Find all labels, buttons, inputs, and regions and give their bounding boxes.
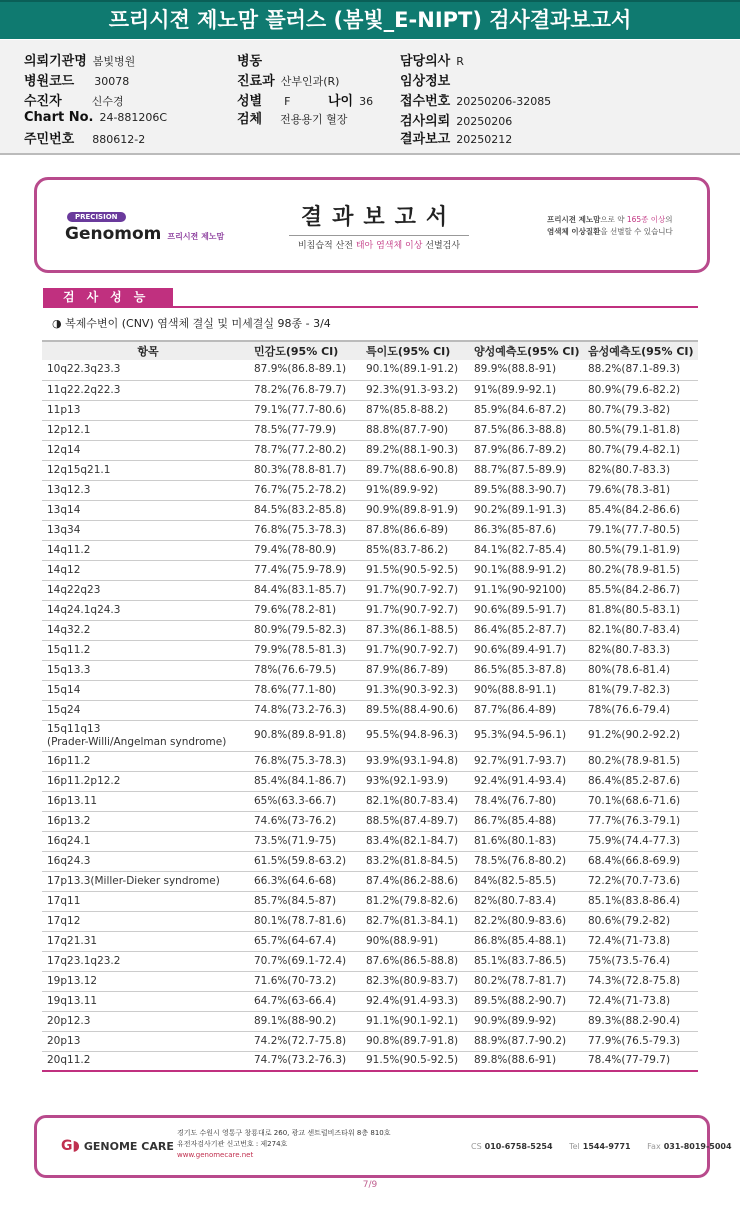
table-row	[42, 951, 698, 971]
metric-cell: 88.8%(87.7-90)	[366, 420, 474, 440]
metric-cell: 87.9%(86.8-89.1)	[254, 360, 366, 380]
metric-cell: 80.5%(79.1-81.8)	[588, 420, 698, 440]
metric-cell: 74.3%(72.8-75.8)	[588, 971, 698, 991]
region-cell: 16q24.3	[42, 851, 254, 871]
metric-cell: 79.6%(78.2-81)	[254, 600, 366, 620]
region-cell: 17q23.1q23.2	[42, 951, 254, 971]
banner-tagline: 프리시젼 제노맘으로 약 165종 이상의 염색체 이상질환을 선별할 수 있습니다	[547, 215, 673, 236]
metric-cell: 88.7%(87.5-89.9)	[474, 460, 588, 480]
metric-cell: 87%(85.8-88.2)	[366, 400, 474, 420]
table-row	[42, 1051, 698, 1071]
field-value: 20250206	[456, 115, 513, 128]
table-row	[42, 831, 698, 851]
metric-cell: 74.6%(73-76.2)	[254, 811, 366, 831]
metric-cell: 90.8%(89.8-91.8)	[254, 720, 366, 751]
metric-cell: 80.7%(79.4-82.1)	[588, 440, 698, 460]
section-heading: 검사성능	[43, 288, 173, 307]
region-cell: 20p13	[42, 1031, 254, 1051]
metric-cell: 90.9%(89.9-92)	[474, 1011, 588, 1031]
metric-cell: 83.4%(82.1-84.7)	[366, 831, 474, 851]
field-value: 20250206-32085	[456, 95, 552, 108]
metric-cell: 80.2%(78.9-81.5)	[588, 560, 698, 580]
metric-cell: 91.7%(90.7-92.7)	[366, 580, 474, 600]
metric-cell: 85.1%(83.7-86.5)	[474, 951, 588, 971]
header-row	[42, 341, 698, 360]
field-specimen	[237, 108, 347, 127]
metric-cell: 79.4%(78-80.9)	[254, 540, 366, 560]
patient-info-panel	[0, 40, 740, 155]
metric-cell: 80.3%(78.8-81.7)	[254, 460, 366, 480]
metric-cell: 76.7%(75.2-78.2)	[254, 480, 366, 500]
field-value: 20250212	[456, 133, 513, 146]
address-line: 경기도 수원시 영통구 창룡대로 260, 광교 센트럴비즈타워 8층 810호	[177, 1129, 391, 1137]
metric-cell: 86.4%(85.2-87.7)	[474, 620, 588, 640]
field-label: 결과보고	[400, 132, 451, 147]
field-label: 성별	[237, 94, 263, 109]
metric-cell: 93%(92.1-93.9)	[366, 771, 474, 791]
metric-cell: 79.1%(77.7-80.5)	[588, 520, 698, 540]
column-header: 음성예측도(95% CI)	[588, 341, 698, 360]
metric-cell: 80.2%(78.7-81.7)	[474, 971, 588, 991]
metric-cell: 90%(88.9-91)	[366, 931, 474, 951]
footer-contacts: CS 010-6758-5254 Tel 1544-9771 Fax 031-8019-5004	[471, 1142, 732, 1151]
table-row	[42, 871, 698, 891]
metric-cell: 82.3%(80.9-83.7)	[366, 971, 474, 991]
metric-cell: 74.2%(72.7-75.8)	[254, 1031, 366, 1051]
metric-cell: 87.8%(86.6-89)	[366, 520, 474, 540]
metric-cell: 91.3%(90.3-92.3)	[366, 680, 474, 700]
field-label: 진료과	[237, 74, 275, 89]
metric-cell: 80.5%(79.1-81.9)	[588, 540, 698, 560]
metric-cell: 82.7%(81.3-84.1)	[366, 911, 474, 931]
section-divider	[43, 306, 698, 308]
table-row	[42, 400, 698, 420]
region-cell: 19p13.12	[42, 971, 254, 991]
metric-cell: 89.5%(88.2-90.7)	[474, 991, 588, 1011]
metric-cell: 92.3%(91.3-93.2)	[366, 380, 474, 400]
table-row	[42, 380, 698, 400]
table-row	[42, 680, 698, 700]
metric-cell: 82%(80.7-83.3)	[588, 460, 698, 480]
metric-cell: 78.4%(77-79.7)	[588, 1051, 698, 1071]
metric-cell: 81.2%(79.8-82.6)	[366, 891, 474, 911]
metric-cell: 89.9%(88.8-91)	[474, 360, 588, 380]
metric-cell: 78.4%(76.7-80)	[474, 791, 588, 811]
section-subtitle: ◑ 복제수변이 (CNV) 염색체 결실 및 미세결실 98종 - 3/4	[52, 317, 331, 330]
field-label: 수진자	[24, 94, 62, 109]
metric-cell: 92.7%(91.7-93.7)	[474, 751, 588, 771]
performance-table	[42, 340, 698, 1072]
field-label: 검체	[237, 112, 263, 127]
metric-cell: 70.1%(68.6-71.6)	[588, 791, 698, 811]
region-cell: 10q22.3q23.3	[42, 360, 254, 380]
region-cell: 19q13.11	[42, 991, 254, 1011]
metric-cell: 89.7%(88.6-90.8)	[366, 460, 474, 480]
column-header: 양성예측도(95% CI)	[474, 341, 588, 360]
field-value: 30078	[94, 75, 130, 88]
table-row	[42, 600, 698, 620]
genome-care-logo-icon: G◗	[61, 1138, 80, 1154]
metric-cell: 81%(79.7-82.3)	[588, 680, 698, 700]
column-header: 항목	[42, 341, 254, 360]
region-cell: 11q22.2q22.3	[42, 380, 254, 400]
metric-cell: 82.2%(80.9-83.6)	[474, 911, 588, 931]
region-cell: 11p13	[42, 400, 254, 420]
brand-name: Genomom	[65, 224, 162, 244]
metric-cell: 79.6%(78.3-81)	[588, 480, 698, 500]
field-request-date	[400, 110, 512, 129]
registration-line: 유전자검사기관 신고번호 : 제274호	[177, 1140, 288, 1148]
metric-cell: 77.7%(76.3-79.1)	[588, 811, 698, 831]
table-row	[42, 1011, 698, 1031]
metric-cell: 79.1%(77.7-80.6)	[254, 400, 366, 420]
brand-name-kr: 프리시젼 제노맘	[167, 232, 225, 241]
metric-cell: 73.5%(71.9-75)	[254, 831, 366, 851]
region-cell: 13q12.3	[42, 480, 254, 500]
metric-cell: 78%(76.6-79.5)	[254, 660, 366, 680]
region-cell: 16q24.1	[42, 831, 254, 851]
metric-cell: 92.4%(91.4-93.3)	[366, 991, 474, 1011]
metric-cell: 78.5%(76.8-80.2)	[474, 851, 588, 871]
metric-cell: 78.7%(77.2-80.2)	[254, 440, 366, 460]
metric-cell: 66.3%(64.6-68)	[254, 871, 366, 891]
field-chart-no	[24, 110, 167, 125]
table-row	[42, 460, 698, 480]
field-label: 임상정보	[400, 74, 451, 89]
metric-cell: 82.1%(80.7-83.4)	[366, 791, 474, 811]
metric-cell: 80.9%(79.6-82.2)	[588, 380, 698, 400]
metric-cell: 88.9%(87.7-90.2)	[474, 1031, 588, 1051]
metric-cell: 90.6%(89.4-91.7)	[474, 640, 588, 660]
metric-cell: 86.3%(85-87.6)	[474, 520, 588, 540]
metric-cell: 86.4%(85.2-87.6)	[588, 771, 698, 791]
field-clinical	[400, 70, 456, 89]
table-row	[42, 560, 698, 580]
table-row	[42, 580, 698, 600]
table-row	[42, 520, 698, 540]
metric-cell: 61.5%(59.8-63.2)	[254, 851, 366, 871]
metric-cell: 80%(78.6-81.4)	[588, 660, 698, 680]
table-row	[42, 751, 698, 771]
field-ward	[237, 50, 268, 69]
metric-cell: 76.8%(75.3-78.3)	[254, 520, 366, 540]
metric-cell: 95.5%(94.8-96.3)	[366, 720, 474, 751]
field-doctor	[400, 50, 464, 69]
region-cell: 16p13.11	[42, 791, 254, 811]
metric-cell: 88.5%(87.4-89.7)	[366, 811, 474, 831]
metric-cell: 82.1%(80.7-83.4)	[588, 620, 698, 640]
field-sex	[237, 90, 290, 109]
precision-badge: PRECISION	[67, 212, 126, 222]
region-cell: 17q11	[42, 891, 254, 911]
metric-cell: 95.3%(94.5-96.1)	[474, 720, 588, 751]
region-cell: 15q11.2	[42, 640, 254, 660]
field-label: 나이	[328, 94, 354, 109]
field-institution	[24, 50, 135, 69]
table-row	[42, 360, 698, 380]
table-row	[42, 720, 698, 751]
metric-cell: 85.1%(83.8-86.4)	[588, 891, 698, 911]
column-header: 민감도(95% CI)	[254, 341, 366, 360]
metric-cell: 65%(63.3-66.7)	[254, 791, 366, 811]
metric-cell: 91.1%(90.1-92.1)	[366, 1011, 474, 1031]
table-row	[42, 700, 698, 720]
field-value: F	[284, 95, 291, 108]
region-cell: 15q24	[42, 700, 254, 720]
metric-cell: 85.4%(84.2-86.6)	[588, 500, 698, 520]
field-value: 36	[359, 95, 374, 108]
field-id-no	[24, 128, 145, 147]
metric-cell: 87.9%(86.7-89.2)	[474, 440, 588, 460]
field-patient	[24, 90, 124, 109]
metric-cell: 89.1%(88-90.2)	[254, 1011, 366, 1031]
region-cell: 12p12.1	[42, 420, 254, 440]
field-value: 24-881206C	[99, 111, 168, 124]
metric-cell: 91.1%(90-92100)	[474, 580, 588, 600]
region-cell: 16p11.2	[42, 751, 254, 771]
metric-cell: 72.4%(71-73.8)	[588, 991, 698, 1011]
field-receipt-no	[400, 90, 551, 109]
metric-cell: 90.9%(89.8-91.9)	[366, 500, 474, 520]
field-label: 담당의사	[400, 54, 451, 69]
metric-cell: 87.6%(86.5-88.8)	[366, 951, 474, 971]
metric-cell: 78%(76.6-79.4)	[588, 700, 698, 720]
metric-cell: 91.7%(90.7-92.7)	[366, 640, 474, 660]
table-row	[42, 851, 698, 871]
region-cell: 17q12	[42, 911, 254, 931]
metric-cell: 89.8%(88.6-91)	[474, 1051, 588, 1071]
table-row	[42, 660, 698, 680]
metric-cell: 90.2%(89.1-91.3)	[474, 500, 588, 520]
website-link[interactable]: www.genomecare.net	[177, 1151, 254, 1159]
metric-cell: 84%(82.5-85.5)	[474, 871, 588, 891]
metric-cell: 77.9%(76.5-79.3)	[588, 1031, 698, 1051]
field-value: 전용용기 혈장	[280, 113, 348, 126]
metric-cell: 70.7%(69.1-72.4)	[254, 951, 366, 971]
metric-cell: 68.4%(66.8-69.9)	[588, 851, 698, 871]
metric-cell: 84.5%(83.2-85.8)	[254, 500, 366, 520]
region-cell: 14q32.2	[42, 620, 254, 640]
region-cell: 17q21.31	[42, 931, 254, 951]
metric-cell: 87.7%(86.4-89)	[474, 700, 588, 720]
metric-cell: 87.5%(86.3-88.8)	[474, 420, 588, 440]
table-row	[42, 620, 698, 640]
metric-cell: 90.1%(88.9-91.2)	[474, 560, 588, 580]
metric-cell: 86.8%(85.4-88.1)	[474, 931, 588, 951]
region-cell: 20p12.3	[42, 1011, 254, 1031]
region-cell: 12q14	[42, 440, 254, 460]
field-value: 봄빛병원	[92, 55, 136, 68]
table-row	[42, 891, 698, 911]
field-label: 접수번호	[400, 94, 451, 109]
metric-cell: 91.5%(90.5-92.5)	[366, 560, 474, 580]
metric-cell: 81.6%(80.1-83)	[474, 831, 588, 851]
metric-cell: 74.8%(73.2-76.3)	[254, 700, 366, 720]
metric-cell: 91%(89.9-92)	[366, 480, 474, 500]
field-label: 검사의뢰	[400, 114, 451, 129]
metric-cell: 75.9%(74.4-77.3)	[588, 831, 698, 851]
metric-cell: 78.6%(77.1-80)	[254, 680, 366, 700]
region-cell: 13q14	[42, 500, 254, 520]
metric-cell: 93.9%(93.1-94.8)	[366, 751, 474, 771]
field-value: 신수경	[91, 95, 124, 108]
metric-cell: 85.5%(84.2-86.7)	[588, 580, 698, 600]
table-row	[42, 1031, 698, 1051]
metric-cell: 86.7%(85.4-88)	[474, 811, 588, 831]
region-cell: 15q14	[42, 680, 254, 700]
genome-care-logo: G◗ GENOME CARE	[61, 1138, 174, 1154]
metric-cell: 75%(73.5-76.4)	[588, 951, 698, 971]
table-row	[42, 911, 698, 931]
metric-cell: 89.5%(88.3-90.7)	[474, 480, 588, 500]
metric-cell: 86.5%(85.3-87.8)	[474, 660, 588, 680]
metric-cell: 64.7%(63-66.4)	[254, 991, 366, 1011]
metric-cell: 91%(89.9-92.1)	[474, 380, 588, 400]
table-row	[42, 420, 698, 440]
table-row	[42, 771, 698, 791]
metric-cell: 76.8%(75.3-78.3)	[254, 751, 366, 771]
metric-cell: 80.1%(78.7-81.6)	[254, 911, 366, 931]
table-row	[42, 540, 698, 560]
footer-address	[177, 1128, 391, 1161]
field-label: 병동	[237, 54, 263, 69]
region-cell: 15q13.3	[42, 660, 254, 680]
metric-cell: 65.7%(64-67.4)	[254, 931, 366, 951]
metric-cell: 88.2%(87.1-89.3)	[588, 360, 698, 380]
metric-cell: 78.5%(77-79.9)	[254, 420, 366, 440]
region-cell: 13q34	[42, 520, 254, 540]
metric-cell: 84.4%(83.1-85.7)	[254, 580, 366, 600]
table-row	[42, 931, 698, 951]
metric-cell: 80.2%(78.9-81.5)	[588, 751, 698, 771]
metric-cell: 87.4%(86.2-88.6)	[366, 871, 474, 891]
metric-cell: 79.9%(78.5-81.3)	[254, 640, 366, 660]
metric-cell: 89.3%(88.2-90.4)	[588, 1011, 698, 1031]
field-label: 주민번호	[24, 132, 75, 147]
region-cell: 16p11.2p12.2	[42, 771, 254, 791]
genomom-logo	[65, 224, 224, 244]
table-row	[42, 791, 698, 811]
metric-cell: 81.8%(80.5-83.1)	[588, 600, 698, 620]
metric-cell: 85.4%(84.1-86.7)	[254, 771, 366, 791]
table-row	[42, 640, 698, 660]
metric-cell: 91.7%(90.7-92.7)	[366, 600, 474, 620]
field-hospital-code	[24, 70, 129, 89]
metric-cell: 85.9%(84.6-87.2)	[474, 400, 588, 420]
region-cell: 17p13.3(Miller-Dieker syndrome)	[42, 871, 254, 891]
result-report-subtitle: 비침습적 산전 태아 염색체 이상 선별검사	[297, 241, 461, 251]
metric-cell: 74.7%(73.2-76.3)	[254, 1051, 366, 1071]
region-cell: 14q11.2	[42, 540, 254, 560]
region-cell: 14q24.1q24.3	[42, 600, 254, 620]
report-title: 프리시젼 제노맘 플러스 (봄빛_E-NIPT) 검사결과보고서	[0, 0, 740, 39]
page-number: 7/9	[362, 1180, 378, 1190]
metric-cell: 82%(80.7-83.3)	[588, 640, 698, 660]
metric-cell: 90.1%(89.1-91.2)	[366, 360, 474, 380]
field-label: Chart No.	[24, 110, 94, 125]
result-report-heading: 결과보고서	[289, 200, 469, 236]
metric-cell: 91.5%(90.5-92.5)	[366, 1051, 474, 1071]
metric-cell: 87.3%(86.1-88.5)	[366, 620, 474, 640]
table-row	[42, 440, 698, 460]
field-department	[237, 70, 339, 89]
field-value: R	[456, 55, 464, 68]
field-label: 병원코드	[24, 74, 75, 89]
footer	[34, 1115, 732, 1178]
metric-cell: 77.4%(75.9-78.9)	[254, 560, 366, 580]
metric-cell: 80.7%(79.3-82)	[588, 400, 698, 420]
column-header: 특이도(95% CI)	[366, 341, 474, 360]
metric-cell: 87.9%(86.7-89)	[366, 660, 474, 680]
field-label: 의뢰기관명	[24, 54, 87, 69]
region-cell: 15q11q13 (Prader-Willi/Angelman syndrome)	[42, 720, 254, 751]
metric-cell: 83.2%(81.8-84.5)	[366, 851, 474, 871]
metric-cell: 89.5%(88.4-90.6)	[366, 700, 474, 720]
metric-cell: 85.7%(84.5-87)	[254, 891, 366, 911]
metric-cell: 85%(83.7-86.2)	[366, 540, 474, 560]
region-cell: 20q11.2	[42, 1051, 254, 1071]
metric-cell: 80.6%(79.2-82)	[588, 911, 698, 931]
metric-cell: 90.8%(89.7-91.8)	[366, 1031, 474, 1051]
metric-cell: 80.9%(79.5-82.3)	[254, 620, 366, 640]
metric-cell: 82%(80.7-83.4)	[474, 891, 588, 911]
table-row	[42, 991, 698, 1011]
field-report-date	[400, 128, 512, 147]
table-row	[42, 811, 698, 831]
region-cell: 12q15q21.1	[42, 460, 254, 480]
field-value: 880612-2	[92, 133, 146, 146]
table-row	[42, 480, 698, 500]
region-cell: 14q22q23	[42, 580, 254, 600]
metric-cell: 92.4%(91.4-93.4)	[474, 771, 588, 791]
region-cell: 16p13.2	[42, 811, 254, 831]
metric-cell: 90.6%(89.5-91.7)	[474, 600, 588, 620]
metric-cell: 90%(88.8-91.1)	[474, 680, 588, 700]
report-banner	[34, 177, 710, 273]
field-value: 산부인과(R)	[280, 75, 340, 88]
metric-cell: 78.2%(76.8-79.7)	[254, 380, 366, 400]
field-age	[328, 90, 373, 109]
metric-cell: 84.1%(82.7-85.4)	[474, 540, 588, 560]
table-row	[42, 971, 698, 991]
metric-cell: 71.6%(70-73.2)	[254, 971, 366, 991]
region-cell: 14q12	[42, 560, 254, 580]
metric-cell: 89.2%(88.1-90.3)	[366, 440, 474, 460]
metric-cell: 72.2%(70.7-73.6)	[588, 871, 698, 891]
table-row	[42, 500, 698, 520]
metric-cell: 72.4%(71-73.8)	[588, 931, 698, 951]
metric-cell: 91.2%(90.2-92.2)	[588, 720, 698, 751]
